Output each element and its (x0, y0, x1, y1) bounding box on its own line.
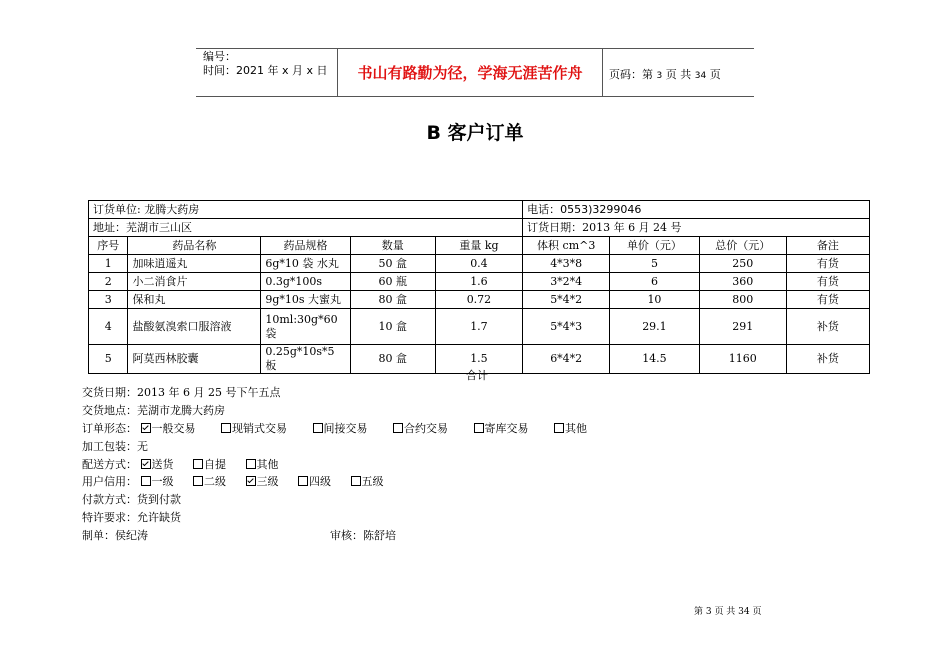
table-cell: 6 (610, 273, 699, 291)
option-label: 其他 (256, 458, 279, 471)
table-cell: 4 (89, 309, 128, 345)
option-label: 自提 (204, 458, 226, 471)
checkbox-icon[interactable] (141, 476, 151, 486)
payment-method: 付款方式：货到付款 (82, 493, 181, 506)
table-cell: 1.6 (435, 273, 522, 291)
col-header: 数量 (350, 237, 435, 255)
option-label: 五级 (361, 475, 384, 488)
header-meta (203, 50, 328, 78)
order-form-option-other[interactable] (554, 422, 587, 435)
document-number-label: 编号： (203, 50, 236, 63)
phone-value: 0553)3299046 (560, 202, 642, 216)
table-cell: 5*4*2 (523, 291, 610, 309)
col-header: 药品规格 (261, 237, 350, 255)
table-cell: 保和丸 (128, 291, 261, 309)
document-reviewer: 审核：陈舒培 (330, 529, 396, 542)
table-cell: 4*3*8 (523, 255, 610, 273)
order-form-option-contract[interactable] (393, 422, 448, 435)
footer-page-number: 第 3 页 共 34 页 (694, 607, 762, 617)
table-row (89, 273, 870, 291)
table-cell: 5 (610, 255, 699, 273)
table-cell: 9g*10s 大蜜丸 (261, 291, 350, 309)
col-header: 备注 (786, 237, 869, 255)
phone-label: 电话： (527, 202, 561, 216)
table-cell: 80 盒 (350, 291, 435, 309)
delivery-place: 交货地点：芜湖市龙腾大药房 (82, 404, 225, 417)
customer-address: 地址：芜湖市三山区 (89, 219, 523, 237)
table-cell: 6g*10 袋 水丸 (261, 255, 350, 273)
table-cell: 0.25g*10s*5 板 (261, 345, 350, 374)
special-request: 特许要求：允许缺货 (82, 511, 181, 524)
customer-name: 订货单位: 龙腾大药房 (89, 201, 523, 219)
table-cell: 80 盒 (350, 345, 435, 374)
table-row (89, 255, 870, 273)
table-cell: 补货 (786, 345, 869, 374)
checkbox-icon[interactable] (554, 423, 564, 433)
table-cell: 0.3g*100s (261, 273, 350, 291)
table-cell: 0.4 (435, 255, 522, 273)
table-total-label: 合计 (466, 369, 488, 382)
table-cell: 加味逍遥丸 (128, 255, 261, 273)
option-label: 现销式交易 (232, 422, 287, 435)
table-cell: 5 (89, 345, 128, 374)
credit-line (82, 473, 406, 489)
checkbox-icon[interactable] (246, 459, 256, 469)
header-top-rule (196, 48, 754, 49)
header-bottom-rule (196, 96, 754, 97)
header-page-indicator (609, 66, 721, 82)
option-label: 合约交易 (404, 422, 448, 435)
col-header: 总价（元） (699, 237, 786, 255)
option-label: 三级 (256, 475, 279, 488)
order-form-option-cash[interactable] (221, 422, 287, 435)
col-header: 药品名称 (128, 237, 261, 255)
table-cell: 10 (610, 291, 699, 309)
table-cell: 250 (699, 255, 786, 273)
table-cell: 800 (699, 291, 786, 309)
table-cell: 29.1 (610, 309, 699, 345)
option-label: 二级 (204, 475, 226, 488)
table-cell: 1.7 (435, 309, 522, 345)
table-cell: 盐酸氨溴索口服溶液 (128, 309, 261, 345)
credit-option-4[interactable] (298, 475, 331, 488)
order-form-line (82, 420, 609, 436)
col-header: 单价（元） (610, 237, 699, 255)
table-cell: 10 盒 (350, 309, 435, 345)
table-cell: 14.5 (610, 345, 699, 374)
document-maker: 制单：侯纪涛 (82, 529, 148, 542)
address-row (89, 219, 870, 237)
option-label: 一般交易 (151, 422, 196, 435)
table-cell: 3 (89, 291, 128, 309)
table-cell: 6*4*2 (523, 345, 610, 374)
checkbox-checked-icon[interactable] (141, 459, 151, 469)
table-cell: 有货 (786, 273, 869, 291)
page-total: 34 (694, 71, 707, 81)
col-header: 序号 (89, 237, 128, 255)
table-cell: 360 (699, 273, 786, 291)
table-cell: 0.72 (435, 291, 522, 309)
delivery-date: 交货日期：2013 年 6 月 25 号下午五点 (82, 386, 281, 399)
packaging: 加工包装：无 (82, 440, 148, 453)
checkbox-icon[interactable] (193, 459, 203, 469)
table-cell: 5*4*3 (523, 309, 610, 345)
checkbox-checked-icon[interactable] (141, 423, 151, 433)
table-cell: 60 瓶 (350, 273, 435, 291)
credit-label: 用户信用： (82, 475, 137, 488)
option-label: 间接交易 (323, 422, 368, 435)
document-title: B 客户订单 (426, 122, 524, 144)
credit-option-3[interactable] (246, 475, 279, 488)
table-cell: 1160 (699, 345, 786, 374)
table-row (89, 291, 870, 309)
checkbox-icon[interactable] (393, 423, 403, 433)
shipping-option-delivery[interactable] (141, 458, 174, 471)
checkbox-icon[interactable] (313, 423, 323, 433)
col-header: 重量 kg (435, 237, 522, 255)
shipping-option-other[interactable] (246, 458, 279, 471)
shipping-label: 配送方式： (82, 458, 137, 471)
option-label: 一级 (151, 475, 174, 488)
order-form-option-general[interactable] (141, 422, 196, 435)
option-label: 寄库交易 (484, 422, 529, 435)
credit-option-2[interactable] (193, 475, 226, 488)
table-cell: 50 盒 (350, 255, 435, 273)
order-form-option-indirect[interactable] (313, 422, 368, 435)
table-cell: 3*2*4 (523, 273, 610, 291)
header-motto: 书山有路勤为径，学海无涯苦作舟 (357, 64, 583, 82)
page-current: 3 (656, 71, 663, 81)
page-suffix: 页 (709, 68, 721, 81)
customer-row (89, 201, 870, 219)
document-time-label: 时间：2021 年 x 月 x 日 (203, 64, 328, 77)
table-cell: 有货 (786, 291, 869, 309)
order-form-label: 订单形态： (82, 422, 137, 435)
checkbox-checked-icon[interactable] (246, 476, 256, 486)
table-cell: 1.5 (435, 345, 522, 374)
col-header: 体积 cm^3 (523, 237, 610, 255)
table-cell: 有货 (786, 255, 869, 273)
checkbox-icon[interactable] (351, 476, 361, 486)
page-mid: 页 共 (665, 68, 692, 81)
order-date: 订货日期：2013 年 6 月 24 号 (523, 219, 870, 237)
order-form-option-consignment[interactable] (474, 422, 529, 435)
checkbox-icon[interactable] (221, 423, 231, 433)
option-label: 四级 (309, 475, 331, 488)
header-divider-left (337, 48, 338, 96)
table-cell: 291 (699, 309, 786, 345)
table-header-row (89, 237, 870, 255)
option-label: 送货 (151, 458, 174, 471)
page-prefix: 页码：第 (609, 68, 653, 81)
table-cell: 补货 (786, 309, 869, 345)
shipping-line (82, 456, 301, 472)
table-cell: 10ml:30g*60 袋 (261, 309, 350, 345)
credit-option-1[interactable] (141, 475, 174, 488)
credit-option-5[interactable] (351, 475, 384, 488)
checkbox-icon[interactable] (474, 423, 484, 433)
checkbox-icon[interactable] (298, 476, 308, 486)
option-label: 其他 (565, 422, 587, 435)
table-cell: 1 (89, 255, 128, 273)
table-cell: 小二消食片 (128, 273, 261, 291)
customer-phone (523, 201, 870, 219)
header-divider-right (602, 48, 603, 96)
shipping-option-pickup[interactable] (193, 458, 226, 471)
table-row (89, 309, 870, 345)
table-cell: 阿莫西林胶囊 (128, 345, 261, 374)
order-table (88, 200, 870, 374)
table-cell: 2 (89, 273, 128, 291)
checkbox-icon[interactable] (193, 476, 203, 486)
